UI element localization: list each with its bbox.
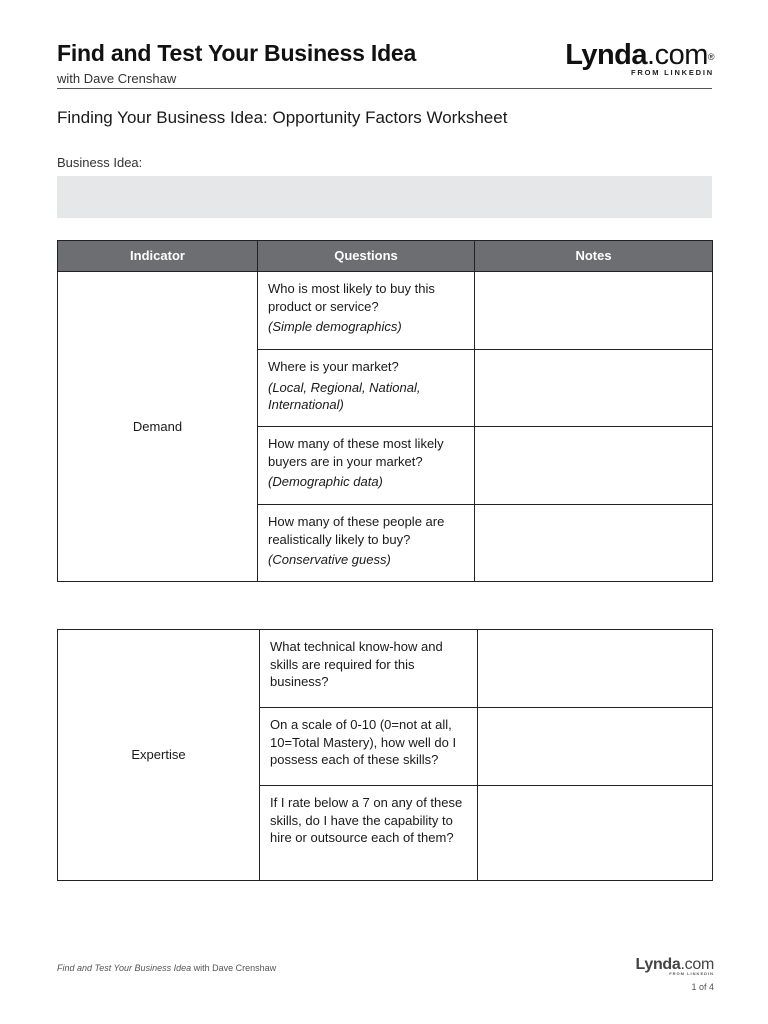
question-text: What technical know-how and skills are required for this business? (270, 639, 443, 689)
notes-cell[interactable] (475, 272, 713, 350)
question-cell (260, 786, 478, 881)
question-text: Who is most likely to buy this product or service? (268, 281, 435, 314)
footer-author: with Dave Crenshaw (191, 963, 277, 973)
footer-logo-domain: .com (680, 956, 714, 973)
question-cell (258, 350, 475, 427)
expertise-table (57, 629, 713, 881)
logo-domain: .com (647, 39, 708, 71)
logo-reg: ® (707, 52, 714, 62)
indicator-header: Indicator (58, 241, 258, 272)
footer-logo-tagline: FROM LINKEDIN (669, 971, 714, 976)
expertise-indicator: Expertise (58, 630, 260, 881)
question-cell (258, 427, 475, 505)
table-header-row (58, 241, 713, 272)
question-hint: (Local, Regional, National, International) (268, 379, 421, 412)
document-title: Find and Test Your Business Idea (57, 40, 417, 66)
question-cell (260, 708, 478, 786)
demand-table (57, 240, 713, 582)
footer-course-title: Find and Test Your Business Idea (57, 963, 192, 973)
question-text: If I rate below a 7 on any of these skills, do I have the capability to hire or outsource each of them? (270, 795, 463, 845)
notes-cell[interactable] (475, 350, 713, 427)
logo-tagline: FROM LINKEDIN (631, 68, 714, 77)
question-text: Where is your market? (268, 359, 399, 374)
footer-logo-brand: Lynda (635, 956, 681, 973)
question-text: How many of these people are realistically likely to buy? (268, 514, 445, 547)
business-idea-label: Business Idea: (57, 155, 143, 170)
page-number: 1 of 4 (691, 982, 714, 992)
notes-cell[interactable] (478, 708, 713, 786)
question-cell (258, 272, 475, 350)
question-cell (260, 630, 478, 708)
demand-indicator: Demand (58, 272, 258, 582)
header-divider (57, 88, 712, 89)
question-hint: (Demographic data) (268, 474, 383, 489)
table-row (58, 630, 713, 708)
question-text: How many of these most likely buyers are in your market? (268, 436, 444, 469)
notes-cell[interactable] (478, 786, 713, 881)
notes-cell[interactable] (475, 505, 713, 582)
logo-brand: Lynda (565, 39, 648, 71)
questions-header: Questions (258, 241, 475, 272)
notes-cell[interactable] (478, 630, 713, 708)
footer-course (57, 963, 276, 973)
business-idea-field[interactable] (57, 176, 712, 218)
worksheet-title: Finding Your Business Idea: Opportunity Factors Worksheet (57, 108, 508, 127)
question-hint: (Simple demographics) (268, 319, 402, 334)
notes-cell[interactable] (475, 427, 713, 505)
footer-lynda-logo (635, 956, 714, 976)
question-text: On a scale of 0-10 (0=not at all, 10=Total Mastery), how well do I possess each of these skills? (270, 717, 457, 767)
document-subtitle: with Dave Crenshaw (57, 71, 177, 86)
notes-header: Notes (475, 241, 713, 272)
question-cell (258, 505, 475, 582)
question-hint: (Conservative guess) (268, 552, 391, 567)
table-row (58, 272, 713, 350)
lynda-logo (565, 40, 714, 77)
